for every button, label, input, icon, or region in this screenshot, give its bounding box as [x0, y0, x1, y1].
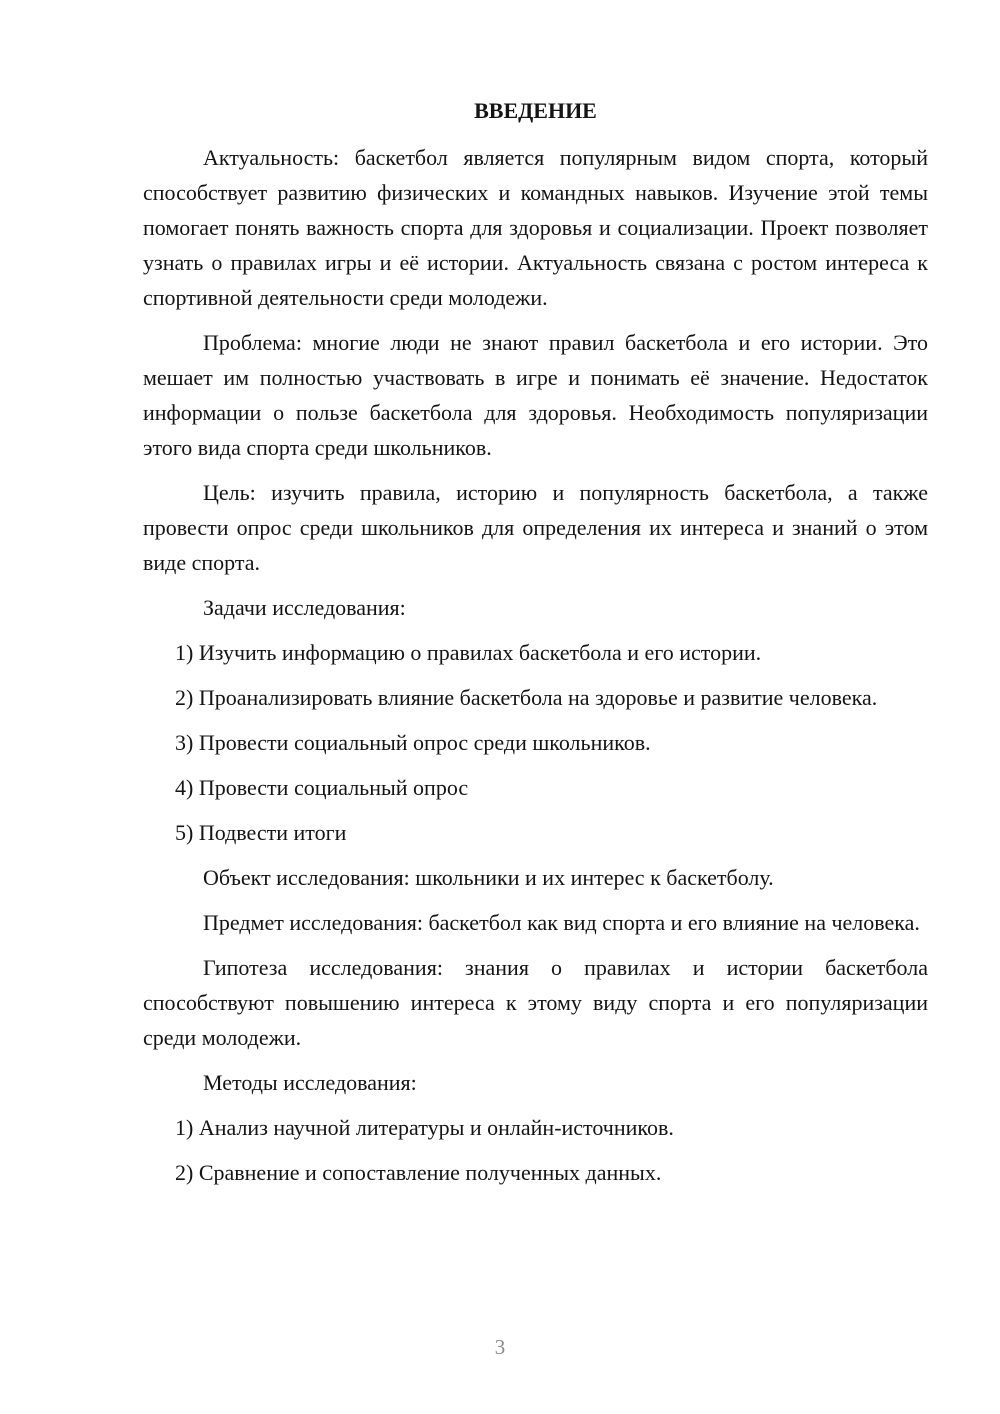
task-item: 4) Провести социальный опрос: [175, 775, 469, 800]
relevance-paragraph: Актуальность: баскетбол является популярным видом спорта, который способствует развитию физических и командных навыков. Изучение этой темы помогает понять важность спорта для здоровья и социализации. Проект позволяет узнать о правилах игры и её истории. Актуальность связана с ростом интереса к спортивной деятельности среди молодежи.: [143, 145, 928, 310]
object-paragraph: Объект исследования: школьники и их интерес к баскетболу.: [203, 865, 774, 890]
page-title: ВВЕДЕНИЕ: [474, 98, 597, 123]
problem-paragraph: Проблема: многие люди не знают правил баскетбола и его истории. Это мешает им полностью участвовать в игре и понимать её значение. Недостаток информации о пользе баскетбола для здоровья. Необходимость популяризации этого вида спорта среди школьников.: [143, 330, 928, 460]
page-number: 3: [494, 1335, 506, 1359]
task-item: 5) Подвести итоги: [175, 820, 347, 845]
method-item: 2) Сравнение и сопоставление полученных данных.: [175, 1160, 662, 1185]
document-body: [143, 96, 928, 1200]
subject-paragraph: Предмет исследования: баскетбол как вид спорта и его влияние на человека.: [203, 910, 920, 935]
hypothesis-paragraph: Гипотеза исследования: знания о правилах и истории баскетбола способствуют повышению интереса к этому виду спорта и его популяризации среди молодежи.: [143, 955, 928, 1050]
task-item: 3) Провести социальный опрос среди школьников.: [175, 730, 651, 755]
tasks-heading: Задачи исследования:: [203, 595, 406, 620]
task-item: 1) Изучить информацию о правилах баскетбола и его истории.: [175, 640, 762, 665]
methods-heading: Методы исследования:: [203, 1070, 417, 1095]
method-item: 1) Анализ научной литературы и онлайн-источников.: [175, 1115, 674, 1140]
goal-paragraph: Цель: изучить правила, историю и популярность баскетбола, а также провести опрос среди школьников для определения их интереса и знаний о этом виде спорта.: [143, 480, 928, 575]
task-item: 2) Проанализировать влияние баскетбола на здоровье и развитие человека.: [175, 685, 878, 710]
